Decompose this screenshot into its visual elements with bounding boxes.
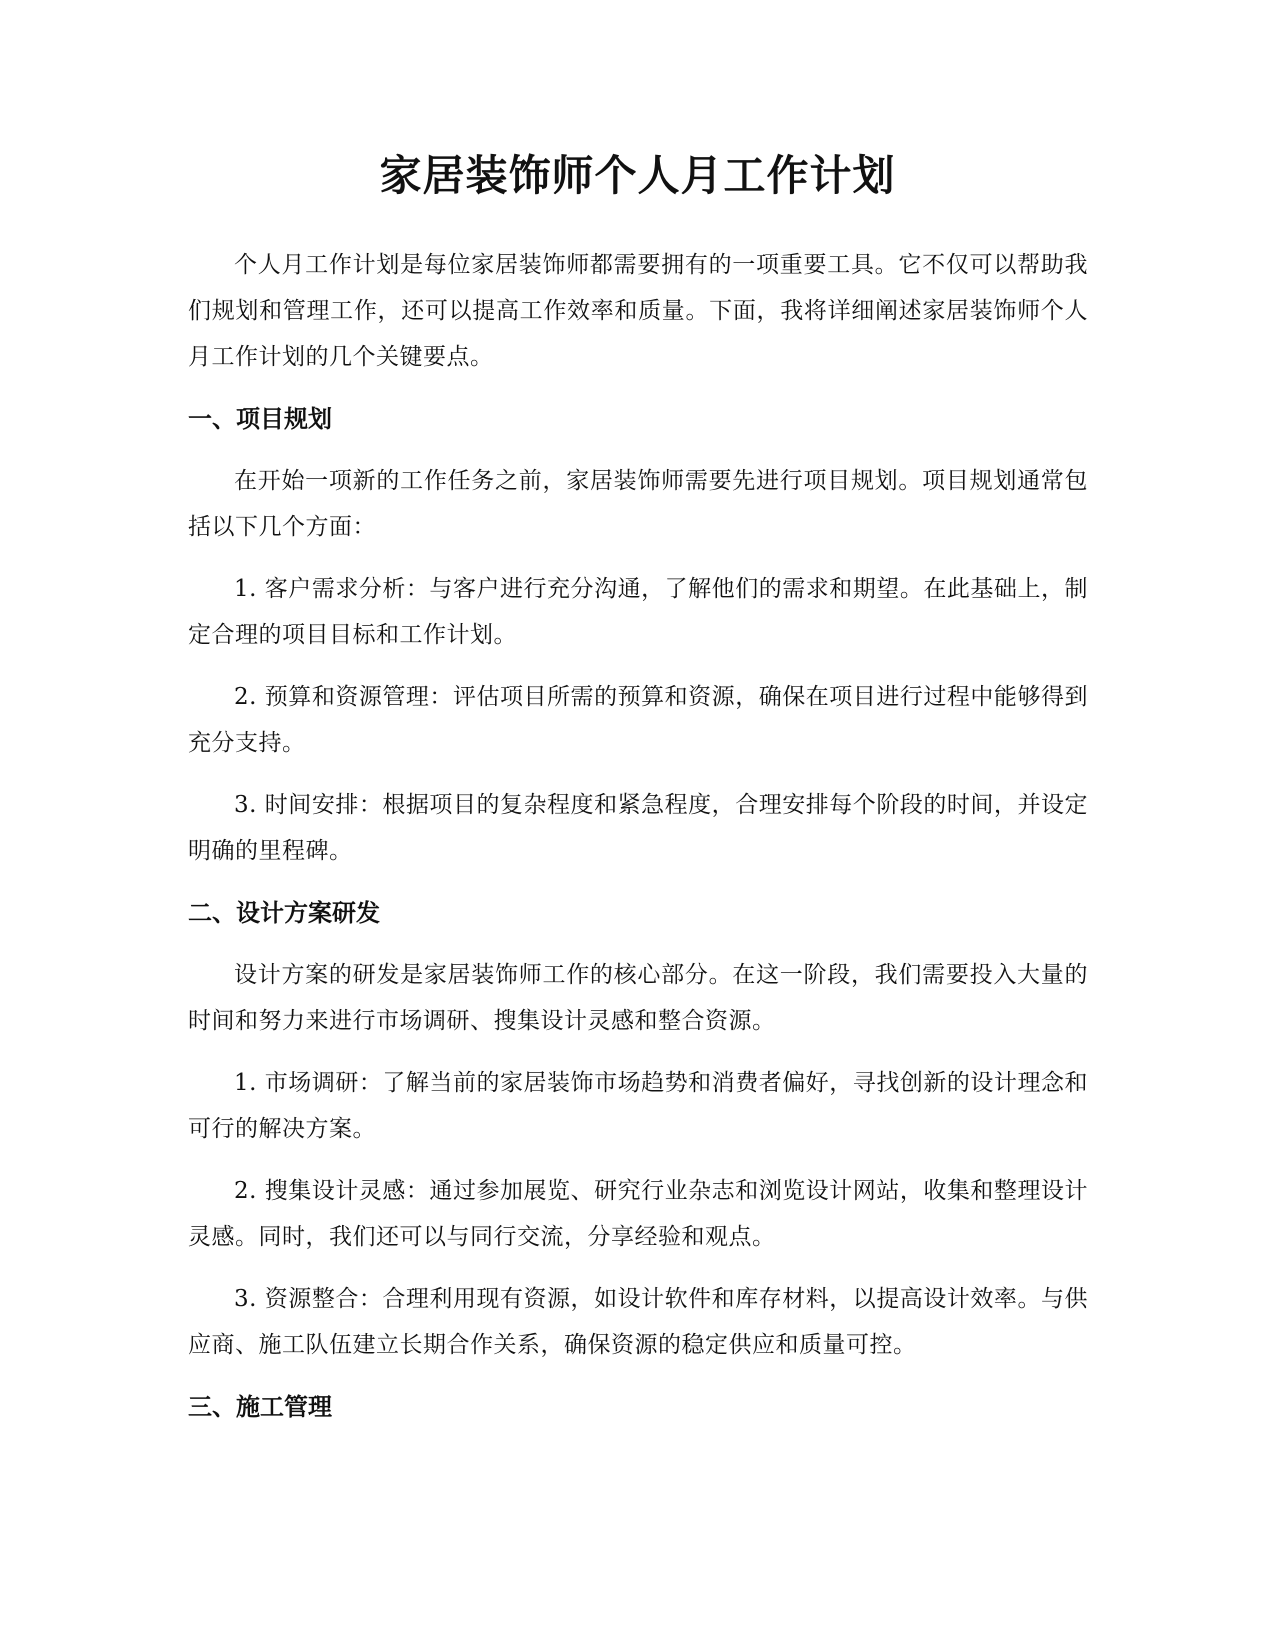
list-item: 2. 预算和资源管理：评估项目所需的预算和资源，确保在项目进行过程中能够得到充分支持。 (188, 684, 1088, 756)
intro-paragraph: 个人月工作计划是每位家居装饰师都需要拥有的一项重要工具。它不仅可以帮助我们规划和管理工作，还可以提高工作效率和质量。下面，我将详细阐述家居装饰师个人月工作计划的几个关键要点。 (188, 252, 1088, 370)
document-title: 家居装饰师个人月工作计划 (379, 151, 896, 200)
list-item: 1. 客户需求分析：与客户进行充分沟通，了解他们的需求和期望。在此基础上，制定合理的项目目标和工作计划。 (188, 576, 1088, 648)
list-item: 3. 时间安排：根据项目的复杂程度和紧急程度，合理安排每个阶段的时间，并设定明确的里程碑。 (188, 792, 1088, 864)
paragraph: 设计方案的研发是家居装饰师工作的核心部分。在这一阶段，我们需要投入大量的时间和努力来进行市场调研、搜集设计灵感和整合资源。 (188, 962, 1088, 1034)
list-item: 1. 市场调研：了解当前的家居装饰市场趋势和消费者偏好，寻找创新的设计理念和可行的解决方案。 (188, 1070, 1088, 1142)
list-item: 3. 资源整合：合理利用现有资源，如设计软件和库存材料，以提高设计效率。与供应商、施工队伍建立长期合作关系，确保资源的稳定供应和质量可控。 (188, 1286, 1088, 1358)
section-heading-project-planning: 一、项目规划 (188, 405, 332, 433)
section-heading-design-development: 二、设计方案研发 (188, 899, 380, 927)
document-body (188, 242, 1088, 1446)
list-item: 2. 搜集设计灵感：通过参加展览、研究行业杂志和浏览设计网站，收集和整理设计灵感。同时，我们还可以与同行交流，分享经验和观点。 (188, 1178, 1088, 1250)
paragraph: 在开始一项新的工作任务之前，家居装饰师需要先进行项目规划。项目规划通常包括以下几个方面： (188, 468, 1088, 540)
section-heading-construction-management: 三、施工管理 (188, 1393, 332, 1421)
